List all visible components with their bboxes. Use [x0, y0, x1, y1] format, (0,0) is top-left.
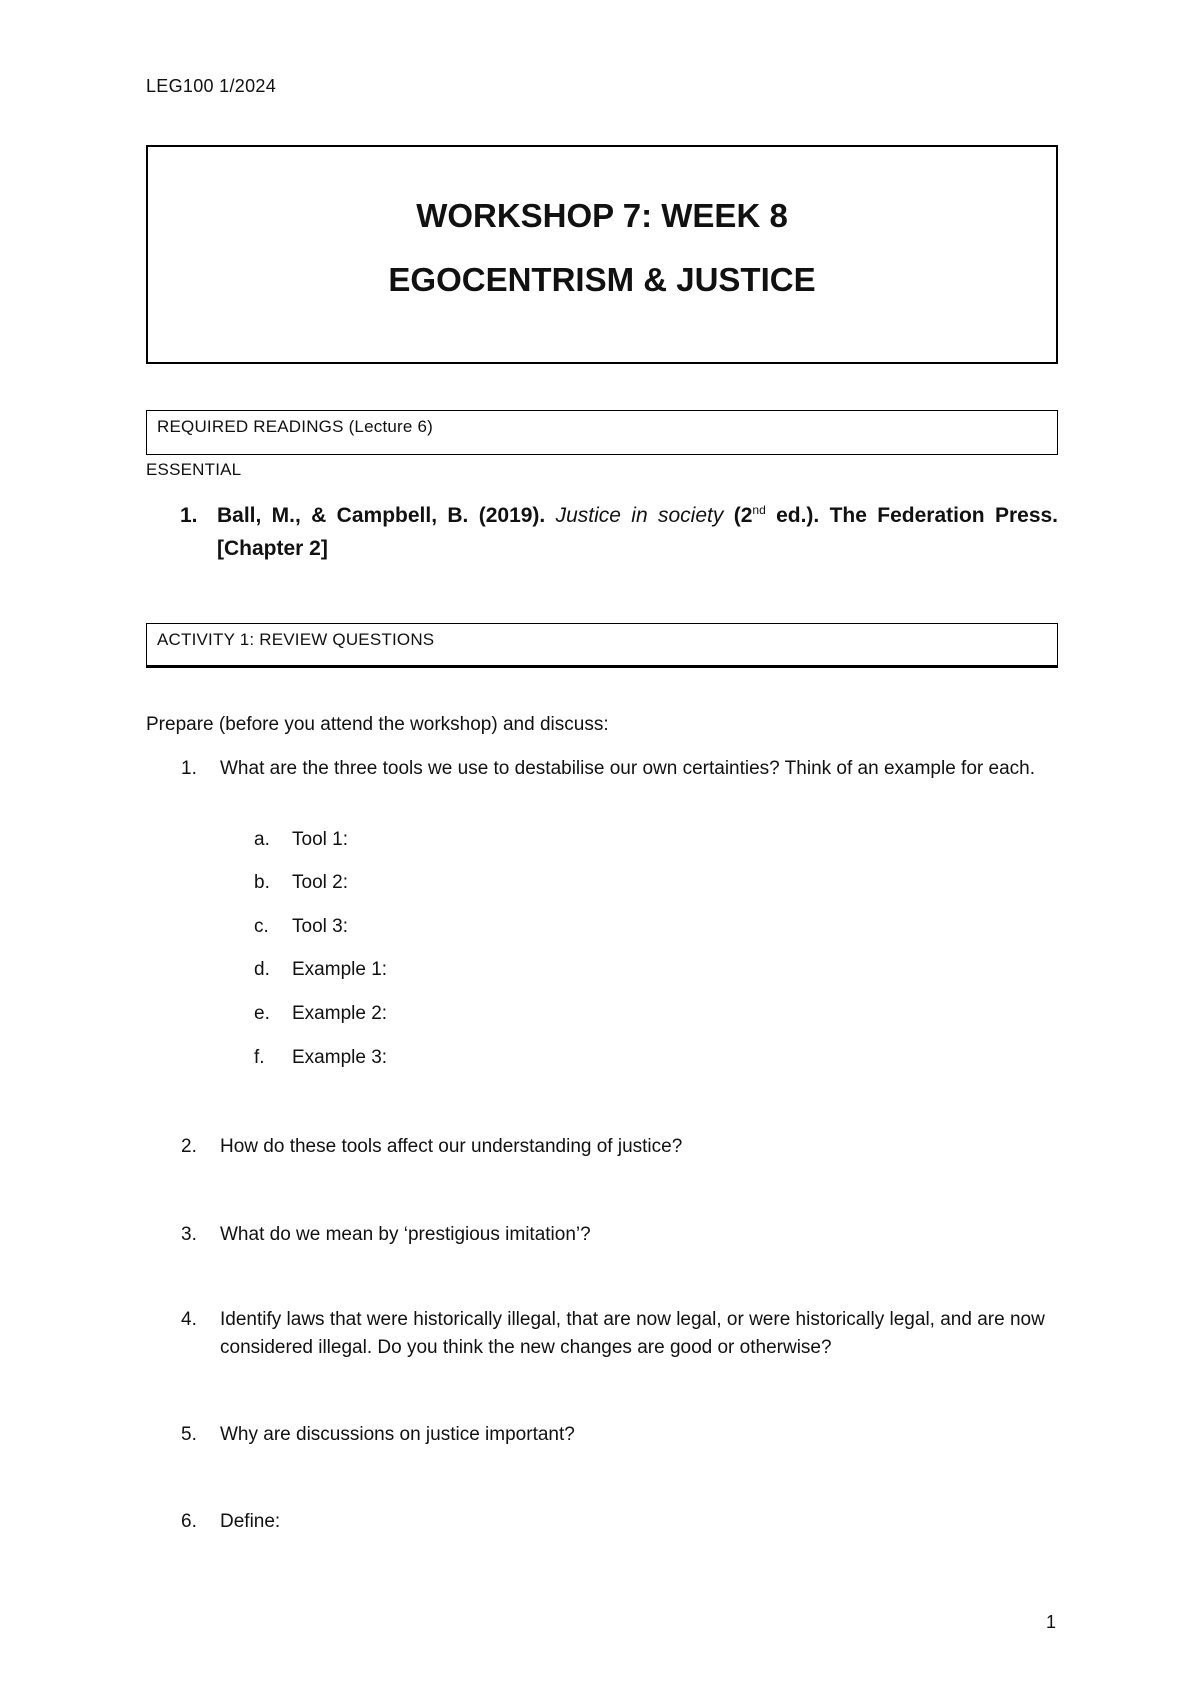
question-text: What are the three tools we use to destabilise our own certainties? Think of an example for each. — [220, 758, 1035, 779]
reading-book-title: Justice in society — [555, 504, 724, 527]
sub-item-letter: c. — [254, 916, 269, 937]
question-text: How do these tools affect our understanding of justice? — [220, 1136, 683, 1157]
activity-intro: Prepare (before you attend the workshop) and discuss: — [146, 714, 609, 735]
required-readings-heading: REQUIRED READINGS (Lecture 6) — [146, 410, 1058, 455]
sub-item-letter: d. — [254, 959, 270, 980]
question-number: 1. — [181, 758, 197, 779]
question-number: 4. — [181, 1309, 197, 1330]
question-text: Identify laws that were historically illegal, that are now legal, or were historically legal, and are now considered illegal. Do you think the new changes are good or otherwise? — [220, 1309, 1045, 1358]
sub-item-text: Tool 1: — [292, 829, 348, 850]
sub-item-letter: a. — [254, 829, 270, 850]
reading-edition-sup: nd — [752, 503, 766, 517]
question-text: Define: — [220, 1511, 281, 1532]
question-number: 5. — [181, 1424, 197, 1445]
workshop-subtitle: EGOCENTRISM & JUSTICE — [388, 261, 816, 298]
question-number: 6. — [181, 1511, 197, 1532]
sub-item-letter: e. — [254, 1003, 270, 1024]
activity-heading: ACTIVITY 1: REVIEW QUESTIONS — [146, 623, 1058, 668]
sub-item-text: Example 1: — [292, 959, 388, 980]
sub-item-text: Tool 3: — [292, 916, 348, 937]
question-number: 3. — [181, 1224, 197, 1245]
workshop-title: WORKSHOP 7: WEEK 8 — [416, 197, 788, 234]
sub-item-text: Example 3: — [292, 1047, 388, 1068]
reading-citation — [217, 499, 1058, 532]
sub-item-text: Tool 2: — [292, 872, 348, 893]
course-code-header: LEG100 1/2024 — [146, 76, 277, 96]
question-text: Why are discussions on justice important? — [220, 1424, 575, 1445]
essential-label: ESSENTIAL — [146, 460, 242, 479]
reading-number: 1. — [180, 504, 198, 527]
sub-item-letter: f. — [254, 1047, 265, 1068]
question-number: 2. — [181, 1136, 197, 1157]
reading-edition-close: ed.). The Federation Press. — [776, 504, 1059, 527]
reading-chapter: [Chapter 2] — [217, 537, 328, 560]
sub-item-letter: b. — [254, 872, 270, 893]
page-number: 1 — [1046, 1612, 1057, 1632]
reading-edition-open: (2 — [733, 504, 753, 527]
sub-item-text: Example 2: — [292, 1003, 388, 1024]
reading-authors: Ball, M., & Campbell, B. (2019). — [217, 504, 546, 527]
title-box — [146, 145, 1058, 364]
question-text: What do we mean by ‘prestigious imitation’? — [220, 1224, 591, 1245]
